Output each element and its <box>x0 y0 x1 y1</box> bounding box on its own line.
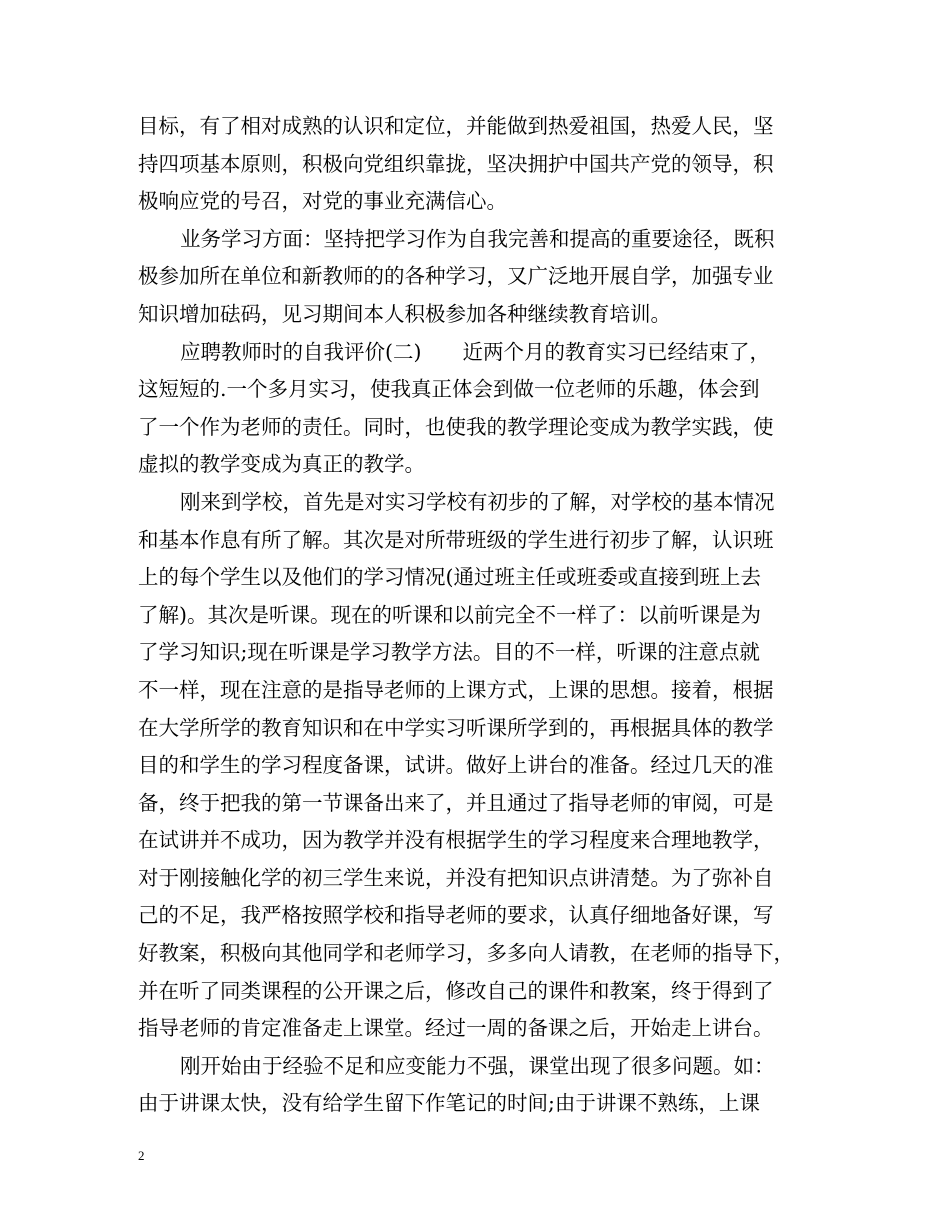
body-text <box>138 108 828 1123</box>
text-line: 了学习知识;现在听课是学习教学方法。目的不一样，听课的注意点就 <box>138 640 760 665</box>
text-line: 极参加所在单位和新教师的的各种学习，又广泛地开展自学，加强专业 <box>138 264 774 289</box>
text-line: 并在听了同类课程的公开课之后，修改自己的课件和教案，终于得到了 <box>138 978 774 1003</box>
text-line: 上的每个学生以及他们的学习情况(通过班主任或班委或直接到班上去 <box>138 565 761 590</box>
text-line: 了一个作为老师的责任。同时，也使我的教学理论变成为教学实践，使 <box>138 414 774 439</box>
text-line: 目标，有了相对成熟的认识和定位，并能做到热爱祖国，热爱人民，坚 <box>138 114 774 138</box>
text-line: 和基本作息有所了解。其次是对所带班级的学生进行初步了解，认识班 <box>138 527 774 552</box>
text-line: 备，终于把我的第一节课备出来了，并且通过了指导老师的审阅，可是 <box>138 790 774 815</box>
text-line: 在大学所学的教育知识和在中学实习听课所学到的，再根据具体的教学 <box>138 715 774 740</box>
text-line: 知识增加砝码，见习期间本人积极参加各种继续教育培训。 <box>138 301 671 326</box>
text-line: 好教案，积极向其他同学和老师学习，多多向人请教，在老师的指导下， <box>138 941 794 966</box>
text-line: 业务学习方面：坚持把学习作为自我完善和提高的重要途径，既积 <box>180 226 775 251</box>
text-line: 目的和学生的学习程度备课，试讲。做好上讲台的准备。经过几天的准 <box>138 753 774 778</box>
text-line: 极响应党的号召，对党的事业充满信心。 <box>138 189 507 214</box>
text-line: 虚拟的教学变成为真正的教学。 <box>138 452 425 477</box>
text-line: 持四项基本原则，积极向党组织靠拢，坚决拥护中国共产党的领导，积 <box>138 151 774 176</box>
text-line: 对于刚接触化学的初三学生来说，并没有把知识点讲清楚。为了弥补自 <box>138 865 774 890</box>
text-line: 应聘教师时的自我评价(二) 近两个月的教育实习已经结束了， <box>180 339 770 364</box>
text-line: 指导老师的肯定准备走上课堂。经过一周的备课之后，开始走上讲台。 <box>138 1016 774 1041</box>
text-line: 不一样，现在注意的是指导老师的上课方式，上课的思想。接着，根据 <box>138 677 774 702</box>
text-line: 刚来到学校，首先是对实习学校有初步的了解，对学校的基本情况 <box>180 489 775 514</box>
text-line: 这短短的.一个多月实习，使我真正体会到做一位老师的乐趣，体会到 <box>138 377 760 402</box>
text-line: 刚开始由于经验不足和应变能力不强，课堂出现了很多问题。如： <box>180 1053 775 1078</box>
text-line: 己的不足，我严格按照学校和指导老师的要求，认真仔细地备好课，写 <box>138 903 774 928</box>
page-number: 2 <box>138 1148 145 1163</box>
text-line: 由于讲课太快，没有给学生留下作笔记的时间;由于讲课不熟练，上课 <box>138 1091 760 1116</box>
text-line: 了解)。其次是听课。现在的听课和以前完全不一样了：以前听课是为 <box>138 602 761 627</box>
text-line: 在试讲并不成功，因为教学并没有根据学生的学习程度来合理地教学， <box>138 828 774 853</box>
